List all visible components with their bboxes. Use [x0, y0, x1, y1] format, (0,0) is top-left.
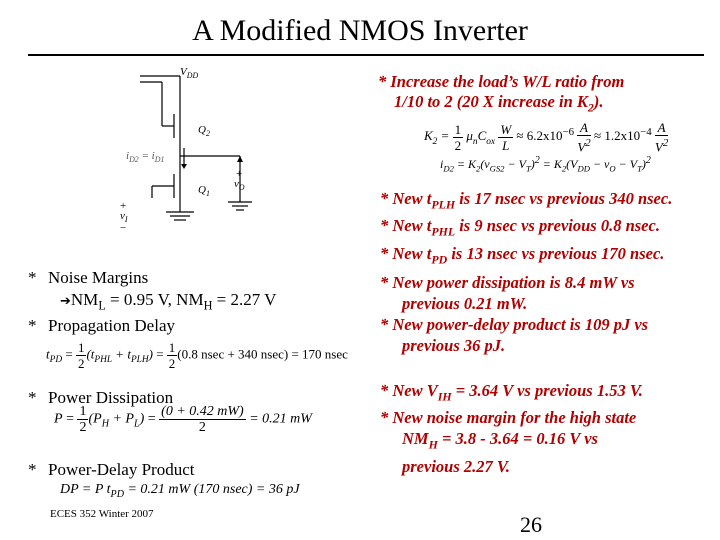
power-delay-equation: DP = P $t_{PD} = 0.21$ mW (170 nsec) = 36 pJ [60, 482, 300, 500]
footer-course: ECES 352 Winter 2007 [50, 508, 154, 520]
tplh-item: * New $t_{PLH}$ is 17 nsec vs previous 340 nsec. [380, 189, 673, 212]
title-underline [28, 54, 704, 56]
power-delay-heading: * Power-Delay Product [28, 460, 195, 479]
arrow-icon: ➔ [60, 294, 71, 309]
page-number: 26 [520, 512, 542, 537]
tphl-item: * New $t_{PHL}$ is 9 nsec vs previous 0.8 nsec. [380, 216, 660, 239]
input-minus: − [120, 222, 127, 234]
tpd-equation: $t_{PD}$ = $\frac{1}{2}$ $(t_{PHL} + t_{PLH})$ = $\frac{1}{2}$ (0.8 nsec + 340 nsec) = 170 nsec [46, 340, 348, 371]
q2-label: $Q_2$ [198, 124, 210, 139]
load-ratio-note: * Increase the load’s W/L ratio from 1/10 to 2 (20 X increase in $K_2$). [378, 72, 625, 115]
current-label: $i_{D2} = i_{D1}$ [126, 150, 165, 165]
power-dissipation-heading: * Power Dissipation [28, 388, 174, 407]
noise-margins-heading: * Noise Margins [28, 268, 149, 287]
power-equation: P = $\frac{1}{2}$ $(P_H + P_L)$ = $\frac{(0 + 0.42 mW)}{2}$ = 0.21 mW [54, 404, 312, 435]
output-plus: + [236, 168, 243, 180]
input-label: $v_I$ [120, 210, 128, 225]
tpd-item: * New $t_{PD}$ is 13 nsec vs previous 170 nsec. [380, 243, 665, 266]
vih-comparison-list: * New $V_{IH} = 3.64$ V vs previous 1.53 V. * New noise margin for the high state $NM_H = 3.8 - 3.64 = 0.16$ V vs previous 2.27 V. [380, 381, 643, 476]
output-label: $v_O$ [234, 178, 245, 193]
delay-comparison-list [380, 188, 672, 270]
propagation-delay-heading: * Propagation Delay [28, 316, 175, 335]
id2-equation: $i_{D2} = K_2(v_{GS2} - V_T)^2 = K_2(V_{DD} - v_O - V_T)^2$ [440, 155, 651, 174]
noise-margins-values: $➔NM_L = 0.95$ V, $NM_H = 2.27$ V [60, 290, 277, 313]
input-plus: + [120, 200, 127, 212]
vdd-label: $V_{DD}$ [180, 66, 199, 81]
power-comparison-list: * New power dissipation is 8.4 mW vs previous 0.21 mW. * New power-delay product is 109 pJ vs previous 36 pJ. [380, 273, 649, 355]
q1-label: $Q_1$ [198, 184, 210, 199]
slide-title: A Modified NMOS Inverter [192, 14, 528, 47]
k2-equation: $K_2$ = $\frac{1}{2}$ $\mu_nC_{ox}$ $\frac{W}{L}$ ≈ $6.2x10^{-6}$ $\frac{A}{V^2}$ ≈ $1.2x10^{-4}$ $\frac{A}{V^2}$ [424, 120, 669, 155]
